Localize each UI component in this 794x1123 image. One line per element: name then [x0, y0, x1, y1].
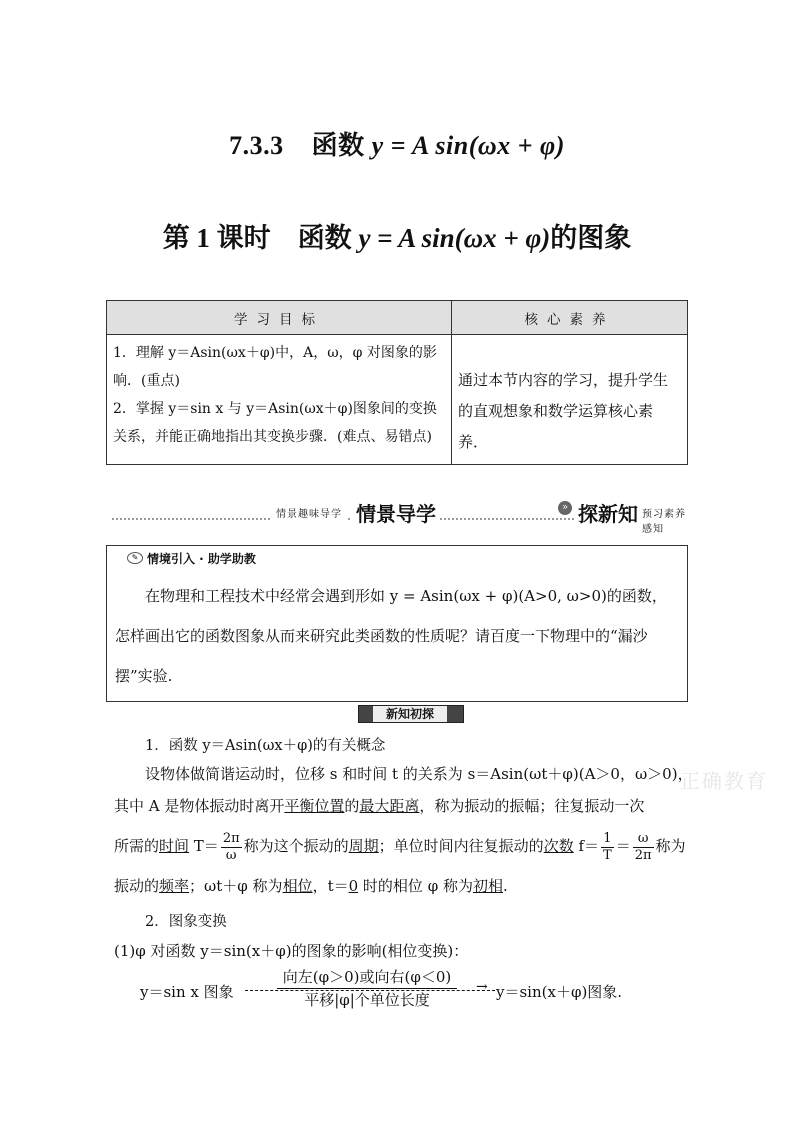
new-knowledge-label: 新知初探 — [373, 706, 447, 722]
blank-frequency: 频率 — [159, 877, 190, 895]
banner-arrow-icon: » — [558, 501, 572, 515]
section-title-formula: y = A sin(ωx + φ) — [371, 131, 565, 160]
blank-count: 次数 — [543, 837, 574, 855]
banner-title-2: 探新知 — [574, 498, 642, 527]
blank-phase: 相位 — [282, 877, 313, 895]
arrow-label-top: 向左(φ＞0)或向右(φ＜0) — [277, 966, 457, 989]
goals-table — [106, 300, 688, 465]
section1-line2: 其中 A 是物体振动时离开平衡位置的最大距离，称为振动的振幅；往复振动一次 — [114, 797, 645, 815]
freq-fraction-1: $\frac{1}{T}$ — [603, 830, 612, 863]
section-number: 7.3.3 — [229, 131, 284, 160]
transform-arrow-label — [277, 966, 457, 1011]
blank-initial-phase: 初相 — [472, 877, 503, 895]
goal-2: 2．掌握 y＝sin x 与 y＝Asin(ωx＋φ)图象间的变换关系，并能正确地指出其变换步骤．(难点、易错点) — [113, 401, 437, 445]
period-fraction: $\frac{2\pi}{\omega}$ — [222, 830, 240, 863]
section1-heading: 1．函数 y＝Asin(ωx＋φ)的有关概念 — [145, 738, 386, 754]
goal-1: 1．理解 y＝Asin(ωx＋φ)中，A，ω，φ 对图象的影响．(重点) — [113, 345, 437, 389]
blank-time: 时间 — [159, 837, 190, 855]
literacy-header: 核心素养 — [452, 301, 688, 335]
lesson-title-formula: y = A sin(ωx + φ) — [358, 223, 551, 253]
watermark: 正确教育 — [680, 769, 768, 793]
arrow-label-bottom: 平移|φ|个单位长度 — [304, 991, 430, 1009]
new-knowledge-tag — [358, 705, 464, 723]
literacy-cell: 通过本节内容的学习，提升学生的直观想象和数学运算核心素养． — [452, 335, 688, 465]
transform-right: y＝sin(x＋φ)图象. — [496, 983, 623, 1001]
lesson-title-text: 函数 — [297, 223, 359, 253]
section-banner — [112, 498, 690, 535]
banner-title-1: 情景导学 — [352, 498, 440, 527]
section1-line4: 振动的频率；ωt＋φ 称为相位，t＝0 时的相位 φ 称为初相. — [114, 877, 508, 895]
section-title — [0, 125, 794, 162]
banner-right-small: 预习素养感知 — [638, 505, 690, 535]
lesson-number: 第 1 课时 — [162, 223, 271, 253]
section1-line3: 所需的时间 T＝ $\frac{2\pi}{\omega}$ 称为这个振动的周期；单位时间内往复振动的次数 f＝ $\frac{1}{T}$ ＝ $\frac{\omega}{2\pi}$ 称为 — [114, 830, 686, 863]
section-title-text: 函数 — [311, 131, 372, 160]
goals-cell — [107, 335, 452, 465]
section2-sub1: (1)φ 对函数 y＝sin(x＋φ)的图象的影响(相位变换)： — [114, 942, 469, 960]
transform-left: y＝sin x 图象 — [140, 983, 234, 1001]
lesson-title-tail: 的图象 — [550, 223, 632, 253]
arrow-head-icon: → — [476, 979, 488, 995]
intro-box-text: 在物理和工程技术中经常会遇到形如 y = Asin(ωx + φ)(A>0, ω>0)的函数，怎样画出它的函数图象从而来研究此类函数的性质呢？请百度一下物理中的“漏沙摆”实验. — [115, 587, 667, 685]
banner-left-small: 情景趣味导学 — [272, 505, 346, 520]
section1-line1: 设物体做简谐运动时，位移 s 和时间 t 的关系为 s＝Asin(ωt＋φ)(A＞0，ω＞0)， — [145, 765, 693, 783]
intro-box — [106, 545, 688, 702]
freq-fraction-2: $\frac{\omega}{2\pi}$ — [634, 830, 652, 863]
blank-equilibrium: 平衡位置 — [284, 797, 345, 815]
blank-zero: 0 — [348, 877, 359, 895]
intro-box-title: 情境引入 · 助学助教 — [147, 552, 256, 566]
lesson-title — [0, 216, 794, 255]
book-icon: ✎ — [127, 552, 143, 564]
blank-max-distance: 最大距离 — [359, 797, 420, 815]
section2-heading: 2．图象变换 — [145, 914, 227, 930]
goals-header: 学习目标 — [107, 301, 452, 335]
blank-period: 周期 — [348, 837, 379, 855]
